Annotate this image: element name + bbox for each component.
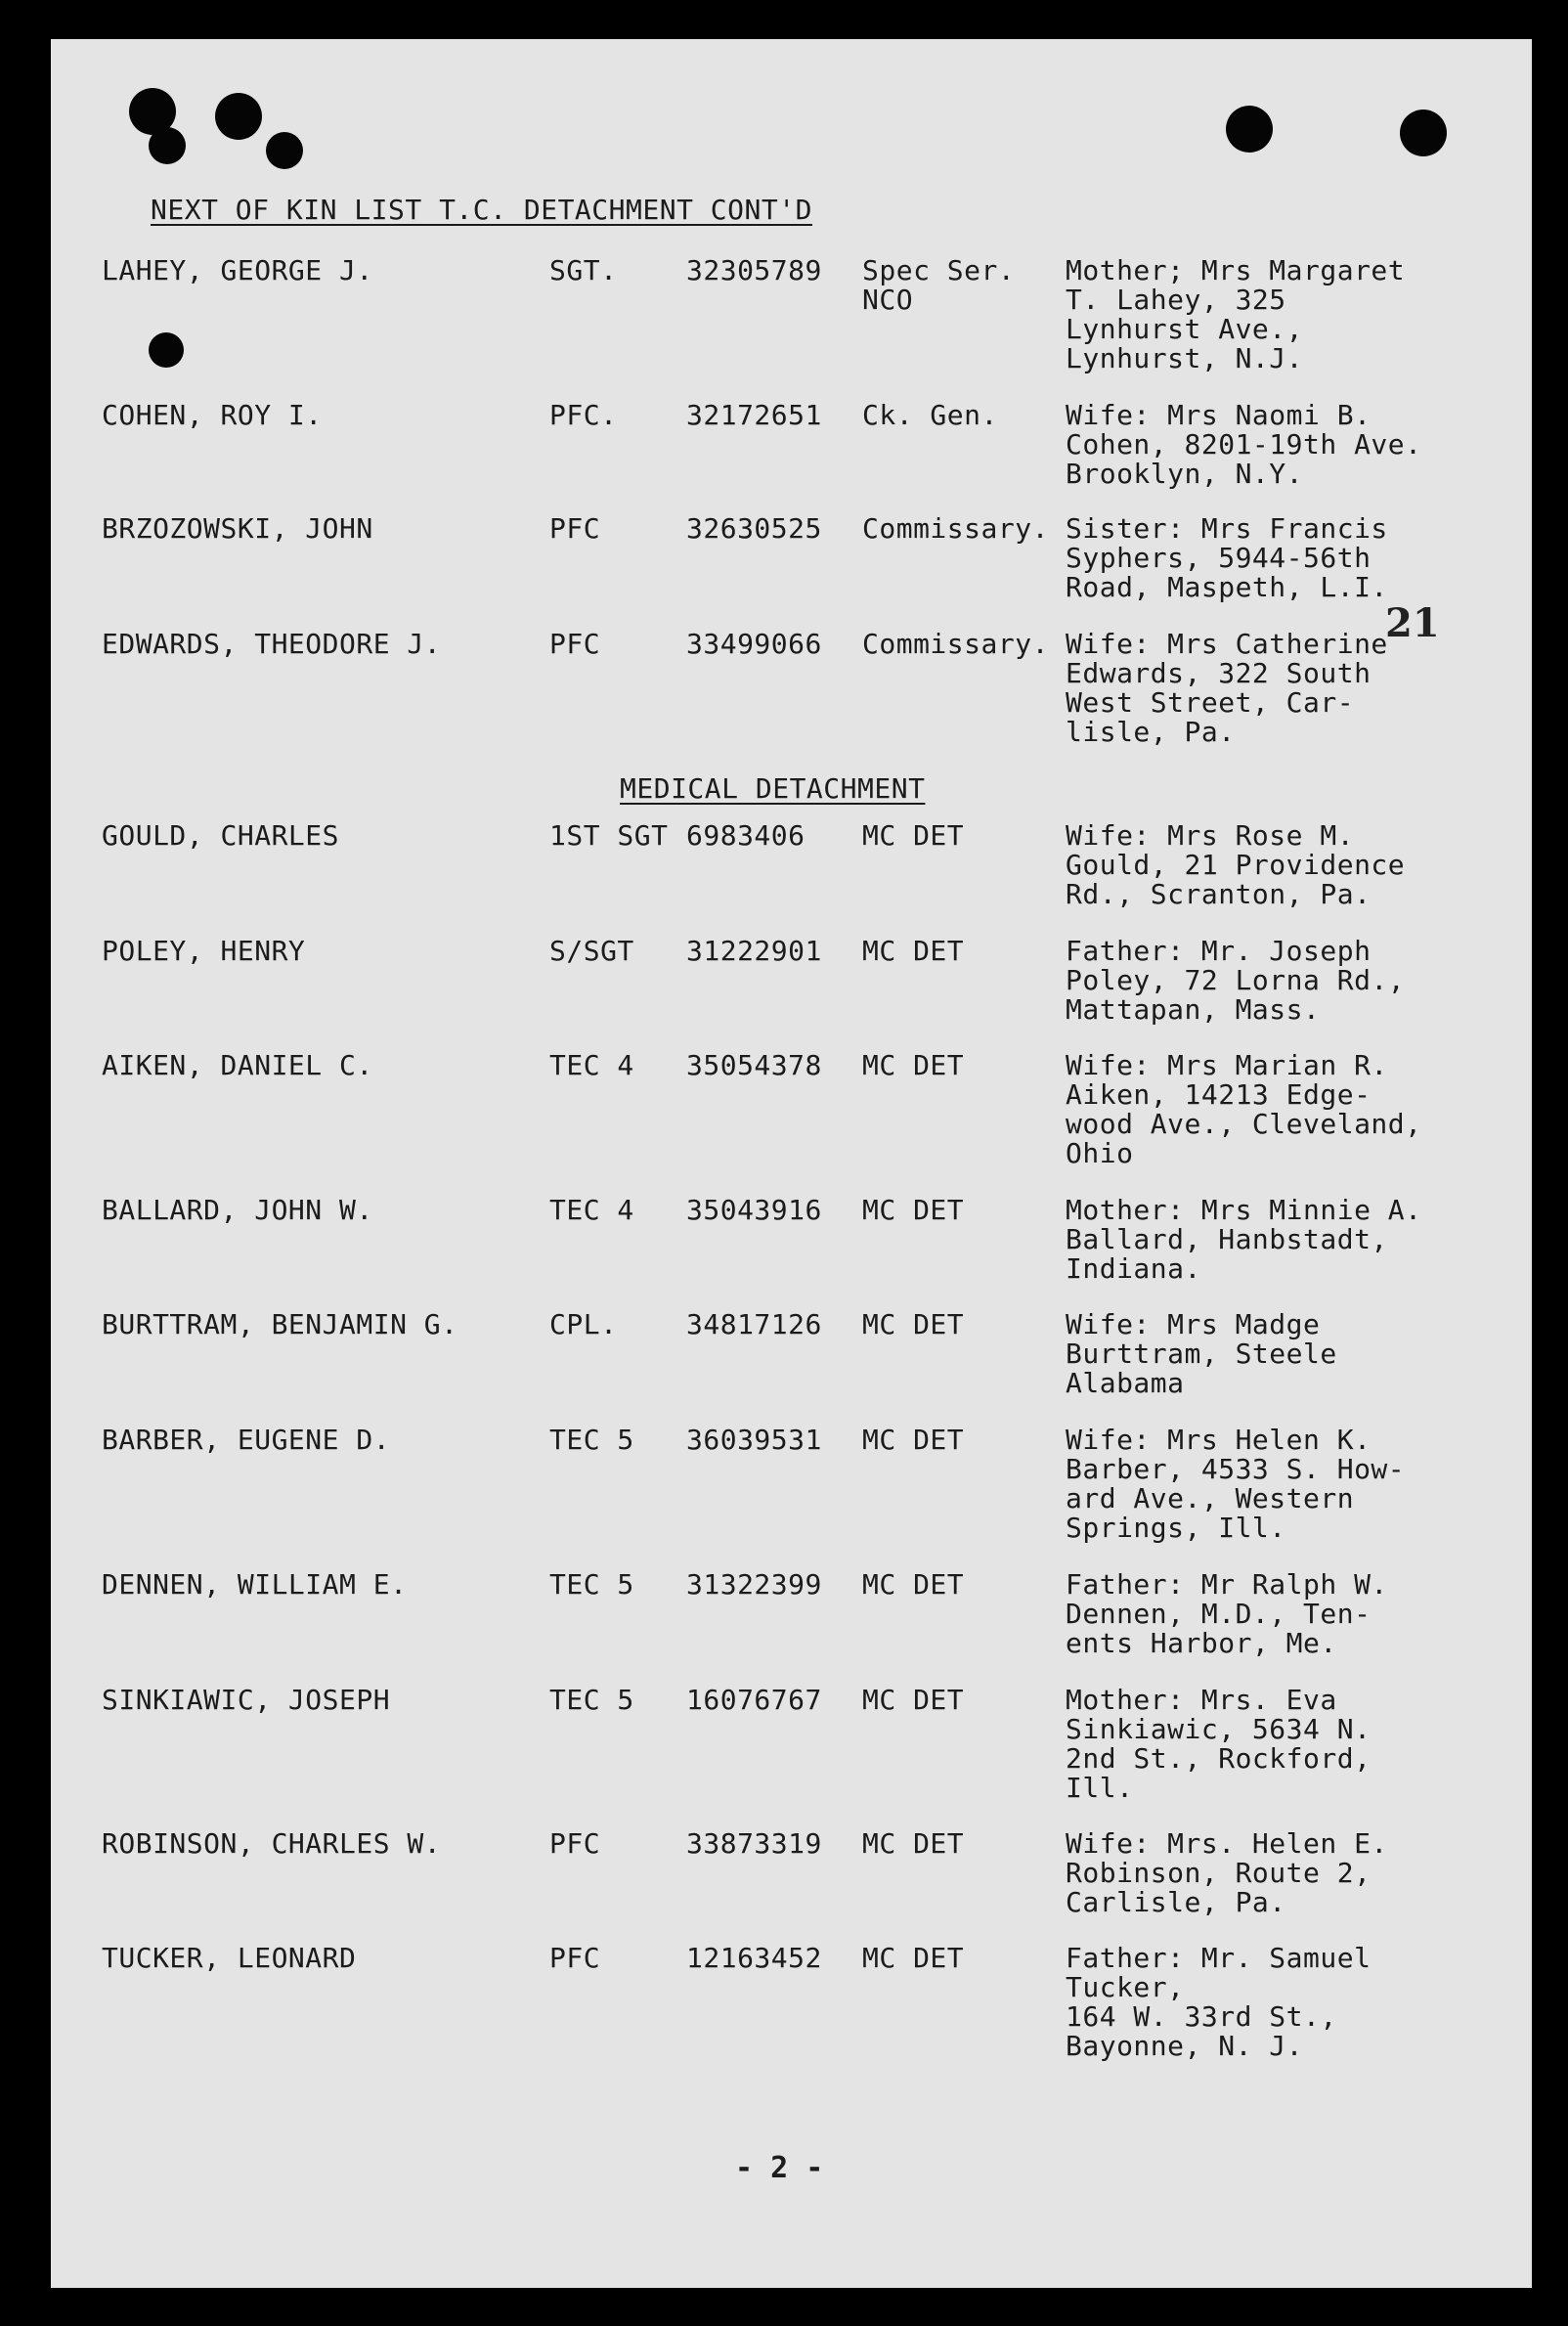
entry-serial: 35054378 xyxy=(686,1049,822,1081)
entry-rank: S/SGT xyxy=(549,935,634,967)
entry-unit: MC DET xyxy=(862,1568,965,1601)
entry-serial: 32630525 xyxy=(686,512,822,545)
page-header: NEXT OF KIN LIST T.C. DETACHMENT CONT'D xyxy=(151,194,812,226)
entry-serial: 33499066 xyxy=(686,628,822,660)
entry-name: TUCKER, LEONARD xyxy=(102,1942,357,1974)
entry-serial: 33873319 xyxy=(686,1827,822,1860)
entry-next-of-kin: Father: Mr. Samuel Tucker, 164 W. 33rd St., Bayonne, N. J. xyxy=(1066,1942,1372,2062)
entry-unit: MC DET xyxy=(862,1424,965,1456)
entry-rank: PFC. xyxy=(549,399,618,431)
entry-next-of-kin: Wife: Mrs Helen K. Barber, 4533 S. How- ard Ave., Western Springs, Ill. xyxy=(1066,1424,1406,1544)
entry-name: AIKEN, DANIEL C. xyxy=(102,1049,373,1081)
entry-name: BRZOZOWSKI, JOHN xyxy=(102,512,373,545)
handwritten-mark: 21 xyxy=(1385,600,1440,646)
entry-serial: 35043916 xyxy=(686,1194,822,1226)
entry-next-of-kin: Father: Mr. Joseph Poley, 72 Lorna Rd., Mattapan, Mass. xyxy=(1066,935,1406,1026)
entry-serial: 16076767 xyxy=(686,1684,822,1716)
entry-unit: MC DET xyxy=(862,935,965,967)
entry-name: BALLARD, JOHN W. xyxy=(102,1194,373,1226)
entry-name: DENNEN, WILLIAM E. xyxy=(102,1568,408,1601)
entry-name: BURTTRAM, BENJAMIN G. xyxy=(102,1308,458,1340)
entry-rank: CPL. xyxy=(549,1308,618,1340)
entry-next-of-kin: Mother: Mrs. Eva Sinkiawic, 5634 N. 2nd St., Rockford, Ill. xyxy=(1066,1684,1372,1804)
entry-next-of-kin: Father: Mr Ralph W. Dennen, M.D., Ten- ents Harbor, Me. xyxy=(1066,1568,1388,1659)
entry-serial: 12163452 xyxy=(686,1942,822,1974)
entry-name: GOULD, CHARLES xyxy=(102,819,340,852)
entry-rank: PFC xyxy=(549,628,601,660)
entry-next-of-kin: Wife: Mrs Naomi B. Cohen, 8201-19th Ave. Brooklyn, N.Y. xyxy=(1066,399,1422,490)
punch-hole xyxy=(1226,106,1273,153)
entry-rank: TEC 5 xyxy=(549,1568,634,1601)
entry-name: SINKIAWIC, JOSEPH xyxy=(102,1684,391,1716)
entry-unit: MC DET xyxy=(862,819,965,852)
entry-name: ROBINSON, CHARLES W. xyxy=(102,1827,442,1860)
entry-next-of-kin: Wife: Mrs Marian R. Aiken, 14213 Edge- wood Ave., Cleveland, Ohio xyxy=(1066,1049,1422,1169)
entry-unit: MC DET xyxy=(862,1049,965,1081)
entry-unit: MC DET xyxy=(862,1942,965,1974)
entry-rank: PFC xyxy=(549,512,601,545)
entry-next-of-kin: Sister: Mrs Francis Syphers, 5944-56th Road, Maspeth, L.I. xyxy=(1066,512,1388,603)
entry-serial: 31322399 xyxy=(686,1568,822,1601)
entry-name: EDWARDS, THEODORE J. xyxy=(102,628,442,660)
entry-rank: PFC xyxy=(549,1942,601,1974)
entry-rank: SGT. xyxy=(549,254,618,286)
entry-unit: MC DET xyxy=(862,1827,965,1860)
entry-serial: 32172651 xyxy=(686,399,822,431)
punch-hole xyxy=(149,332,184,368)
entry-unit: MC DET xyxy=(862,1308,965,1340)
punch-hole xyxy=(149,127,186,164)
entry-unit: MC DET xyxy=(862,1194,965,1226)
entry-next-of-kin: Wife: Mrs Rose M. Gould, 21 Providence Rd., Scranton, Pa. xyxy=(1066,819,1406,910)
entry-unit: Spec Ser. NCO xyxy=(862,254,1016,316)
entry-next-of-kin: Wife: Mrs Madge Burttram, Steele Alabama xyxy=(1066,1308,1337,1399)
entry-name: POLEY, HENRY xyxy=(102,935,306,967)
entry-rank: TEC 4 xyxy=(549,1194,634,1226)
entry-serial: 36039531 xyxy=(686,1424,822,1456)
entry-unit: MC DET xyxy=(862,1684,965,1716)
entry-serial: 34817126 xyxy=(686,1308,822,1340)
entry-serial: 6983406 xyxy=(686,819,806,852)
entry-name: COHEN, ROY I. xyxy=(102,399,323,431)
entry-rank: TEC 4 xyxy=(549,1049,634,1081)
entry-unit: Ck. Gen. xyxy=(862,399,998,431)
entry-serial: 31222901 xyxy=(686,935,822,967)
entry-unit: Commissary. xyxy=(862,512,1049,545)
entry-serial: 32305789 xyxy=(686,254,822,286)
punch-hole xyxy=(1400,110,1447,156)
entry-next-of-kin: Mother: Mrs Minnie A. Ballard, Hanbstadt, Indiana. xyxy=(1066,1194,1422,1285)
entry-rank: TEC 5 xyxy=(549,1424,634,1456)
document-page xyxy=(51,39,1532,2288)
entry-next-of-kin: Wife: Mrs Catherine Edwards, 322 South West Street, Car- lisle, Pa. xyxy=(1066,628,1388,748)
entry-unit: Commissary. xyxy=(862,628,1049,660)
entry-name: BARBER, EUGENE D. xyxy=(102,1424,391,1456)
entry-rank: 1ST SGT xyxy=(549,819,669,852)
entry-next-of-kin: Mother; Mrs Margaret T. Lahey, 325 Lynhurst Ave., Lynhurst, N.J. xyxy=(1066,254,1406,374)
page-number: - 2 - xyxy=(735,2151,824,2185)
punch-hole xyxy=(266,132,303,169)
entry-rank: PFC xyxy=(549,1827,601,1860)
entry-rank: TEC 5 xyxy=(549,1684,634,1716)
entry-next-of-kin: Wife: Mrs. Helen E. Robinson, Route 2, Carlisle, Pa. xyxy=(1066,1827,1388,1918)
section-heading: MEDICAL DETACHMENT xyxy=(620,772,926,805)
entry-name: LAHEY, GEORGE J. xyxy=(102,254,373,286)
punch-hole xyxy=(215,93,262,140)
